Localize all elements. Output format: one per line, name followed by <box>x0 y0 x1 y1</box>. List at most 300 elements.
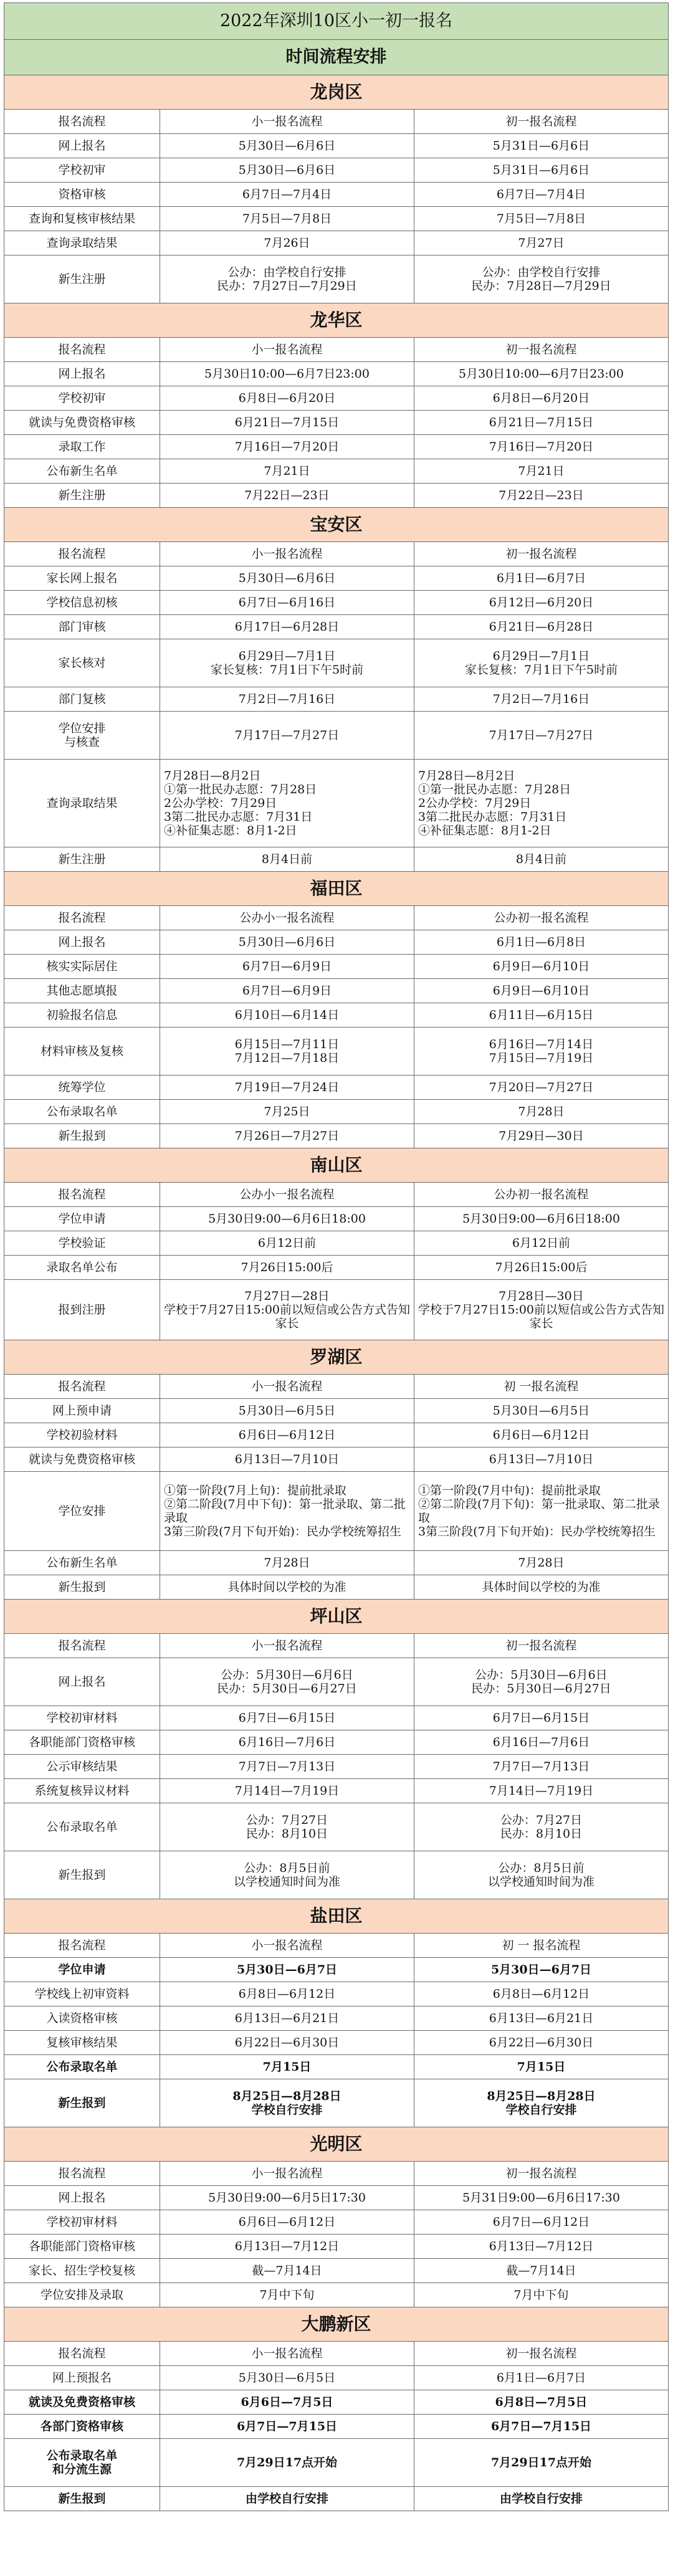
schedule-row <box>4 484 669 508</box>
step-name-cell: 查询录取结果 <box>4 760 160 847</box>
primary-schedule-cell: 具体时间以学校的为准 <box>160 1575 414 1600</box>
column-header: 小一报名流程 <box>160 110 414 134</box>
district-heading-row <box>4 1600 669 1634</box>
schedule-row <box>4 1851 669 1899</box>
district-name: 龙岗区 <box>4 75 669 110</box>
schedule-sheet <box>4 2 668 2511</box>
junior-schedule-cell: 7月2日—7月16日 <box>414 687 669 712</box>
junior-schedule-cell: 6月13日—6月21日 <box>414 2006 669 2031</box>
column-header: 初一报名流程 <box>414 1634 669 1658</box>
step-name-cell: 网上报名 <box>4 362 160 386</box>
primary-schedule-cell: 7月5日—7月8日 <box>160 207 414 231</box>
primary-schedule-cell: 7月16日—7月20日 <box>160 435 414 459</box>
district-name: 大鹏新区 <box>4 2307 669 2342</box>
step-name-cell: 报到注册 <box>4 1280 160 1340</box>
step-name-cell: 就读及免费资格审核 <box>4 2390 160 2415</box>
primary-schedule-cell: 截—7月14日 <box>160 2259 414 2283</box>
column-header: 小一报名流程 <box>160 1934 414 1958</box>
schedule-row <box>4 1551 669 1575</box>
schedule-row <box>4 1706 669 1730</box>
junior-schedule-cell: 6月16日—7月14日 7月15日—7月19日 <box>414 1028 669 1076</box>
schedule-row <box>4 687 669 712</box>
primary-schedule-cell: 7月19日—7月24日 <box>160 1076 414 1100</box>
primary-schedule-cell: 7月14日—7月19日 <box>160 1779 414 1803</box>
junior-schedule-cell: 6月9日—6月10日 <box>414 955 669 979</box>
primary-schedule-cell: 7月28日 <box>160 1551 414 1575</box>
step-name-cell: 系统复核异议材料 <box>4 1779 160 1803</box>
step-name-cell: 网上报名 <box>4 2186 160 2210</box>
schedule-row <box>4 134 669 158</box>
primary-schedule-cell: 6月7日—6月9日 <box>160 979 414 1003</box>
column-header: 小一报名流程 <box>160 1634 414 1658</box>
step-name-cell: 学校验证 <box>4 1231 160 1256</box>
junior-schedule-cell: 6月8日—6月12日 <box>414 1982 669 2006</box>
district-name: 南山区 <box>4 1148 669 1183</box>
schedule-row <box>4 2210 669 2235</box>
step-name-cell: 网上报名 <box>4 1658 160 1706</box>
schedule-row <box>4 2283 669 2307</box>
junior-schedule-cell: 公办：8月5日前 以学校通知时间为准 <box>414 1851 669 1899</box>
step-name-cell: 公布录取名单 和分流生源 <box>4 2439 160 2487</box>
column-header: 初一报名流程 <box>414 2342 669 2366</box>
column-header: 初一报名流程 <box>414 110 669 134</box>
primary-schedule-cell: 6月7日—6月16日 <box>160 591 414 615</box>
schedule-row <box>4 1076 669 1100</box>
step-name-cell: 统筹学位 <box>4 1076 160 1100</box>
schedule-row <box>4 1448 669 1472</box>
step-name-cell: 公布录取名单 <box>4 1100 160 1124</box>
step-name-cell: 新生注册 <box>4 255 160 303</box>
step-name-cell: 各职能部门资格审核 <box>4 2235 160 2259</box>
step-name-cell: 部门审核 <box>4 615 160 639</box>
column-header-row <box>4 2342 669 2366</box>
junior-schedule-cell: 6月29日—7月1日 家长复核：7月1日下午5时前 <box>414 639 669 687</box>
junior-schedule-cell: 5月30日9:00—6月6日18:00 <box>414 1207 669 1231</box>
step-name-cell: 部门复核 <box>4 687 160 712</box>
primary-schedule-cell: 5月30日9:00—6月5日17:30 <box>160 2186 414 2210</box>
primary-schedule-cell: 6月6日—6月12日 <box>160 2210 414 2235</box>
column-header: 初一报名流程 <box>414 338 669 362</box>
primary-schedule-cell: 8月4日前 <box>160 847 414 872</box>
column-header: 公办初一报名流程 <box>414 1183 669 1207</box>
schedule-row <box>4 1280 669 1340</box>
schedule-row <box>4 2390 669 2415</box>
step-name-cell: 其他志愿填报 <box>4 979 160 1003</box>
step-name-cell: 学位安排 <box>4 1472 160 1551</box>
primary-schedule-cell: 6月8日—6月20日 <box>160 386 414 411</box>
junior-schedule-cell: 公办：5月30日—6月6日 民办：5月30日—6月27日 <box>414 1658 669 1706</box>
schedule-row <box>4 847 669 872</box>
schedule-row <box>4 2186 669 2210</box>
primary-schedule-cell: 5月30日9:00—6月6日18:00 <box>160 1207 414 1231</box>
schedule-row <box>4 1755 669 1779</box>
step-name-cell: 各部门资格审核 <box>4 2415 160 2439</box>
step-name-cell: 公布新生名单 <box>4 1551 160 1575</box>
primary-schedule-cell: 6月17日—6月28日 <box>160 615 414 639</box>
junior-schedule-cell: 6月16日—7月6日 <box>414 1730 669 1755</box>
junior-schedule-cell: 公办：由学校自行安排 民办：7月28日—7月29日 <box>414 255 669 303</box>
column-header-row <box>4 1375 669 1399</box>
junior-schedule-cell: 7月27日 <box>414 231 669 255</box>
junior-schedule-cell: 6月7日—6月12日 <box>414 2210 669 2235</box>
page-subtitle: 时间流程安排 <box>4 40 669 75</box>
primary-schedule-cell: 7月27日—28日 学校于7月27日15:00前以短信或公告方式告知家长 <box>160 1280 414 1340</box>
column-header: 小一报名流程 <box>160 542 414 566</box>
schedule-row <box>4 930 669 955</box>
column-header: 报名流程 <box>4 338 160 362</box>
column-header: 报名流程 <box>4 1934 160 1958</box>
primary-schedule-cell: 6月13日—7月12日 <box>160 2235 414 2259</box>
junior-schedule-cell: 7月20日—7月27日 <box>414 1076 669 1100</box>
schedule-row <box>4 183 669 207</box>
junior-schedule-cell: 6月1日—6月8日 <box>414 930 669 955</box>
step-name-cell: 学校初审 <box>4 158 160 183</box>
junior-schedule-cell: ①第一阶段(7月中旬)：提前批录取 ②第二阶段(7月下旬)：第一批录取、第二批录取 3第三阶段(7月下旬开始)：民办学校统筹招生 <box>414 1472 669 1551</box>
junior-schedule-cell: 5月30日—6月5日 <box>414 1399 669 1423</box>
primary-schedule-cell: 6月22日—6月30日 <box>160 2031 414 2055</box>
primary-schedule-cell: 8月25日—8月28日 学校自行安排 <box>160 2079 414 2127</box>
schedule-row <box>4 615 669 639</box>
schedule-row <box>4 1028 669 1076</box>
column-header-row <box>4 338 669 362</box>
column-header: 小一报名流程 <box>160 2162 414 2186</box>
schedule-row <box>4 1730 669 1755</box>
title-row <box>4 3 669 40</box>
step-name-cell: 网上预申请 <box>4 1399 160 1423</box>
schedule-row <box>4 712 669 760</box>
step-name-cell: 资格审核 <box>4 183 160 207</box>
primary-schedule-cell: 7月中下旬 <box>160 2283 414 2307</box>
step-name-cell: 各职能部门资格审核 <box>4 1730 160 1755</box>
column-header: 报名流程 <box>4 2342 160 2366</box>
primary-schedule-cell: 7月7日—7月13日 <box>160 1755 414 1779</box>
column-header: 初 一报名流程 <box>414 1375 669 1399</box>
step-name-cell: 查询和复核审核结果 <box>4 207 160 231</box>
district-heading-row <box>4 2307 669 2342</box>
junior-schedule-cell: 7月28日—30日 学校于7月27日15:00前以短信或公告方式告知家长 <box>414 1280 669 1340</box>
primary-schedule-cell: 6月21日—7月15日 <box>160 411 414 435</box>
step-name-cell: 学位安排 与核查 <box>4 712 160 760</box>
schedule-row <box>4 760 669 847</box>
district-name: 龙华区 <box>4 303 669 338</box>
column-header: 公办小一报名流程 <box>160 906 414 930</box>
column-header: 小一报名流程 <box>160 2342 414 2366</box>
primary-schedule-cell: 5月30日—6月5日 <box>160 2366 414 2390</box>
primary-schedule-cell: 6月29日—7月1日 家长复核：7月1日下午5时前 <box>160 639 414 687</box>
primary-schedule-cell: 7月15日 <box>160 2055 414 2079</box>
schedule-row <box>4 231 669 255</box>
step-name-cell: 学位安排及录取 <box>4 2283 160 2307</box>
schedule-row <box>4 1003 669 1028</box>
junior-schedule-cell: 7月26日15:00后 <box>414 1256 669 1280</box>
junior-schedule-cell: 6月13日—7月12日 <box>414 2235 669 2259</box>
schedule-row <box>4 2235 669 2259</box>
column-header-row <box>4 110 669 134</box>
junior-schedule-cell: 7月29日17点开始 <box>414 2439 669 2487</box>
schedule-row <box>4 255 669 303</box>
step-name-cell: 学校初审材料 <box>4 1706 160 1730</box>
schedule-row <box>4 2415 669 2439</box>
junior-schedule-cell: 7月21日 <box>414 459 669 484</box>
schedule-table <box>4 2 669 2511</box>
junior-schedule-cell: 公办：7月27日 民办：8月10日 <box>414 1803 669 1851</box>
schedule-row <box>4 207 669 231</box>
primary-schedule-cell: 7月2日—7月16日 <box>160 687 414 712</box>
primary-schedule-cell: 5月30日10:00—6月7日23:00 <box>160 362 414 386</box>
junior-schedule-cell: 6月7日—7月4日 <box>414 183 669 207</box>
primary-schedule-cell: 7月22日—23日 <box>160 484 414 508</box>
district-heading-row <box>4 1148 669 1183</box>
step-name-cell: 公示审核结果 <box>4 1755 160 1779</box>
step-name-cell: 就读与免费资格审核 <box>4 1448 160 1472</box>
junior-schedule-cell: 6月1日—6月7日 <box>414 2366 669 2390</box>
column-header: 报名流程 <box>4 1634 160 1658</box>
step-name-cell: 复核审核结果 <box>4 2031 160 2055</box>
schedule-row <box>4 1803 669 1851</box>
schedule-row <box>4 2366 669 2390</box>
primary-schedule-cell: 5月30日—6月6日 <box>160 566 414 591</box>
district-heading-row <box>4 1340 669 1375</box>
junior-schedule-cell: 8月4日前 <box>414 847 669 872</box>
district-heading-row <box>4 75 669 110</box>
district-heading-row <box>4 508 669 542</box>
step-name-cell: 就读与免费资格审核 <box>4 411 160 435</box>
column-header: 报名流程 <box>4 110 160 134</box>
step-name-cell: 新生报到 <box>4 2487 160 2511</box>
junior-schedule-cell: 6月6日—6月12日 <box>414 1423 669 1448</box>
schedule-row <box>4 1472 669 1551</box>
step-name-cell: 材料审核及复核 <box>4 1028 160 1076</box>
column-header: 报名流程 <box>4 906 160 930</box>
schedule-row <box>4 1982 669 2006</box>
step-name-cell: 新生注册 <box>4 847 160 872</box>
step-name-cell: 新生报到 <box>4 1575 160 1600</box>
district-heading-row <box>4 1899 669 1934</box>
step-name-cell: 核实实际居住 <box>4 955 160 979</box>
step-name-cell: 初验报名信息 <box>4 1003 160 1028</box>
primary-schedule-cell: ①第一阶段(7月上旬)：提前批录取 ②第二阶段(7月中下旬)：第一批录取、第二批录取 3第三阶段(7月下旬开始)：民办学校统筹招生 <box>160 1472 414 1551</box>
primary-schedule-cell: 6月13日—6月21日 <box>160 2006 414 2031</box>
schedule-row <box>4 1423 669 1448</box>
column-header: 小一报名流程 <box>160 1375 414 1399</box>
district-name: 盐田区 <box>4 1899 669 1934</box>
primary-schedule-cell: 公办：由学校自行安排 民办：7月27日—7月29日 <box>160 255 414 303</box>
primary-schedule-cell: 6月12日前 <box>160 1231 414 1256</box>
junior-schedule-cell: 6月11日—6月15日 <box>414 1003 669 1028</box>
schedule-row <box>4 435 669 459</box>
junior-schedule-cell: 5月31日9:00—6月6日17:30 <box>414 2186 669 2210</box>
junior-schedule-cell: 截—7月14日 <box>414 2259 669 2283</box>
schedule-row <box>4 1231 669 1256</box>
primary-schedule-cell: 6月7日—6月15日 <box>160 1706 414 1730</box>
column-header-row <box>4 542 669 566</box>
junior-schedule-cell: 7月17日—7月27日 <box>414 712 669 760</box>
primary-schedule-cell: 7月26日—7月27日 <box>160 1124 414 1148</box>
junior-schedule-cell: 7月15日 <box>414 2055 669 2079</box>
schedule-row <box>4 1658 669 1706</box>
district-heading-row <box>4 872 669 906</box>
column-header-row <box>4 1634 669 1658</box>
primary-schedule-cell: 7月21日 <box>160 459 414 484</box>
primary-schedule-cell: 5月30日—6月6日 <box>160 930 414 955</box>
step-name-cell: 学位申请 <box>4 1958 160 1982</box>
schedule-row <box>4 1256 669 1280</box>
step-name-cell: 学校初审 <box>4 386 160 411</box>
junior-schedule-cell: 5月30日10:00—6月7日23:00 <box>414 362 669 386</box>
junior-schedule-cell: 7月28日 <box>414 1100 669 1124</box>
schedule-row <box>4 566 669 591</box>
step-name-cell: 公布新生名单 <box>4 459 160 484</box>
junior-schedule-cell: 7月5日—7月8日 <box>414 207 669 231</box>
junior-schedule-cell: 7月22日—23日 <box>414 484 669 508</box>
step-name-cell: 网上预报名 <box>4 2366 160 2390</box>
schedule-row <box>4 2487 669 2511</box>
junior-schedule-cell: 6月21日—7月15日 <box>414 411 669 435</box>
step-name-cell: 新生报到 <box>4 1124 160 1148</box>
junior-schedule-cell: 7月29日—30日 <box>414 1124 669 1148</box>
district-name: 光明区 <box>4 2127 669 2162</box>
schedule-row <box>4 2259 669 2283</box>
column-header: 小一报名流程 <box>160 338 414 362</box>
step-name-cell: 公布录取名单 <box>4 2055 160 2079</box>
column-header-row <box>4 1183 669 1207</box>
step-name-cell: 新生注册 <box>4 484 160 508</box>
primary-schedule-cell: 6月8日—6月12日 <box>160 1982 414 2006</box>
schedule-row <box>4 639 669 687</box>
junior-schedule-cell: 6月12日—6月20日 <box>414 591 669 615</box>
schedule-row <box>4 955 669 979</box>
junior-schedule-cell: 7月28日 <box>414 1551 669 1575</box>
junior-schedule-cell: 5月31日—6月6日 <box>414 158 669 183</box>
primary-schedule-cell: 公办：5月30日—6月6日 民办：5月30日—6月27日 <box>160 1658 414 1706</box>
junior-schedule-cell: 7月28日—8月2日 ①第一批民办志愿：7月28日 2公办学校：7月29日 3第二批民办志愿：7月31日 ④补征集志愿：8月1-2日 <box>414 760 669 847</box>
schedule-row <box>4 1100 669 1124</box>
step-name-cell: 录取名单公布 <box>4 1256 160 1280</box>
junior-schedule-cell: 6月7日—6月15日 <box>414 1706 669 1730</box>
junior-schedule-cell: 7月14日—7月19日 <box>414 1779 669 1803</box>
junior-schedule-cell: 5月31日—6月6日 <box>414 134 669 158</box>
primary-schedule-cell: 6月13日—7月10日 <box>160 1448 414 1472</box>
primary-schedule-cell: 6月10日—6月14日 <box>160 1003 414 1028</box>
schedule-row <box>4 411 669 435</box>
step-name-cell: 录取工作 <box>4 435 160 459</box>
column-header: 报名流程 <box>4 2162 160 2186</box>
step-name-cell: 查询录取结果 <box>4 231 160 255</box>
primary-schedule-cell: 7月26日 <box>160 231 414 255</box>
step-name-cell: 学位申请 <box>4 1207 160 1231</box>
schedule-row <box>4 386 669 411</box>
schedule-row <box>4 2006 669 2031</box>
page-title: 2022年深圳10区小一初一报名 <box>4 3 669 40</box>
primary-schedule-cell: 7月17日—7月27日 <box>160 712 414 760</box>
schedule-row <box>4 1207 669 1231</box>
junior-schedule-cell: 6月1日—6月7日 <box>414 566 669 591</box>
primary-schedule-cell: 7月29日17点开始 <box>160 2439 414 2487</box>
primary-schedule-cell: 5月30日—6月5日 <box>160 1399 414 1423</box>
step-name-cell: 学校初验材料 <box>4 1423 160 1448</box>
schedule-row <box>4 1575 669 1600</box>
primary-schedule-cell: 由学校自行安排 <box>160 2487 414 2511</box>
step-name-cell: 新生报到 <box>4 2079 160 2127</box>
step-name-cell: 学校初审材料 <box>4 2210 160 2235</box>
junior-schedule-cell: 6月13日—7月10日 <box>414 1448 669 1472</box>
column-header: 初 一 报名流程 <box>414 1934 669 1958</box>
step-name-cell: 网上报名 <box>4 134 160 158</box>
junior-schedule-cell: 7月中下旬 <box>414 2283 669 2307</box>
step-name-cell: 家长网上报名 <box>4 566 160 591</box>
primary-schedule-cell: 5月30日—6月6日 <box>160 158 414 183</box>
column-header: 报名流程 <box>4 1183 160 1207</box>
subtitle-row <box>4 40 669 75</box>
junior-schedule-cell: 7月7日—7月13日 <box>414 1755 669 1779</box>
schedule-row <box>4 2079 669 2127</box>
primary-schedule-cell: 7月26日15:00后 <box>160 1256 414 1280</box>
schedule-row <box>4 158 669 183</box>
schedule-row <box>4 1958 669 1982</box>
schedule-row <box>4 1124 669 1148</box>
junior-schedule-cell: 6月22日—6月30日 <box>414 2031 669 2055</box>
primary-schedule-cell: 5月30日—6月7日 <box>160 1958 414 1982</box>
junior-schedule-cell: 6月12日前 <box>414 1231 669 1256</box>
primary-schedule-cell: 6月6日—7月5日 <box>160 2390 414 2415</box>
primary-schedule-cell: 6月7日—6月9日 <box>160 955 414 979</box>
district-heading-row <box>4 303 669 338</box>
junior-schedule-cell: 6月8日—6月20日 <box>414 386 669 411</box>
step-name-cell: 学校线上初审资料 <box>4 1982 160 2006</box>
junior-schedule-cell: 8月25日—8月28日 学校自行安排 <box>414 2079 669 2127</box>
junior-schedule-cell: 5月30日—6月7日 <box>414 1958 669 1982</box>
schedule-row <box>4 362 669 386</box>
schedule-row <box>4 459 669 484</box>
junior-schedule-cell: 6月8日—7月5日 <box>414 2390 669 2415</box>
primary-schedule-cell: 公办：8月5日前 以学校通知时间为准 <box>160 1851 414 1899</box>
column-header: 初一报名流程 <box>414 2162 669 2186</box>
schedule-row <box>4 1399 669 1423</box>
district-name: 罗湖区 <box>4 1340 669 1375</box>
schedule-row <box>4 2031 669 2055</box>
district-name: 坪山区 <box>4 1600 669 1634</box>
junior-schedule-cell: 由学校自行安排 <box>414 2487 669 2511</box>
primary-schedule-cell: 7月28日—8月2日 ①第一批民办志愿：7月28日 2公办学校：7月29日 3第二批民办志愿：7月31日 ④补征集志愿：8月1-2日 <box>160 760 414 847</box>
district-heading-row <box>4 2127 669 2162</box>
junior-schedule-cell: 6月7日—7月15日 <box>414 2415 669 2439</box>
primary-schedule-cell: 6月7日—7月15日 <box>160 2415 414 2439</box>
schedule-row <box>4 979 669 1003</box>
column-header: 公办初一报名流程 <box>414 906 669 930</box>
primary-schedule-cell: 6月16日—7月6日 <box>160 1730 414 1755</box>
step-name-cell: 家长、招生学校复核 <box>4 2259 160 2283</box>
schedule-row <box>4 591 669 615</box>
primary-schedule-cell: 5月30日—6月6日 <box>160 134 414 158</box>
step-name-cell: 学校信息初核 <box>4 591 160 615</box>
column-header-row <box>4 1934 669 1958</box>
step-name-cell: 公布录取名单 <box>4 1803 160 1851</box>
primary-schedule-cell: 公办：7月27日 民办：8月10日 <box>160 1803 414 1851</box>
column-header: 公办小一报名流程 <box>160 1183 414 1207</box>
column-header-row <box>4 2162 669 2186</box>
primary-schedule-cell: 7月25日 <box>160 1100 414 1124</box>
primary-schedule-cell: 6月7日—7月4日 <box>160 183 414 207</box>
district-name: 宝安区 <box>4 508 669 542</box>
junior-schedule-cell: 6月21日—6月28日 <box>414 615 669 639</box>
junior-schedule-cell: 7月16日—7月20日 <box>414 435 669 459</box>
column-header: 报名流程 <box>4 542 160 566</box>
step-name-cell: 新生报到 <box>4 1851 160 1899</box>
district-name: 福田区 <box>4 872 669 906</box>
step-name-cell: 家长核对 <box>4 639 160 687</box>
schedule-row <box>4 1779 669 1803</box>
schedule-row <box>4 2439 669 2487</box>
